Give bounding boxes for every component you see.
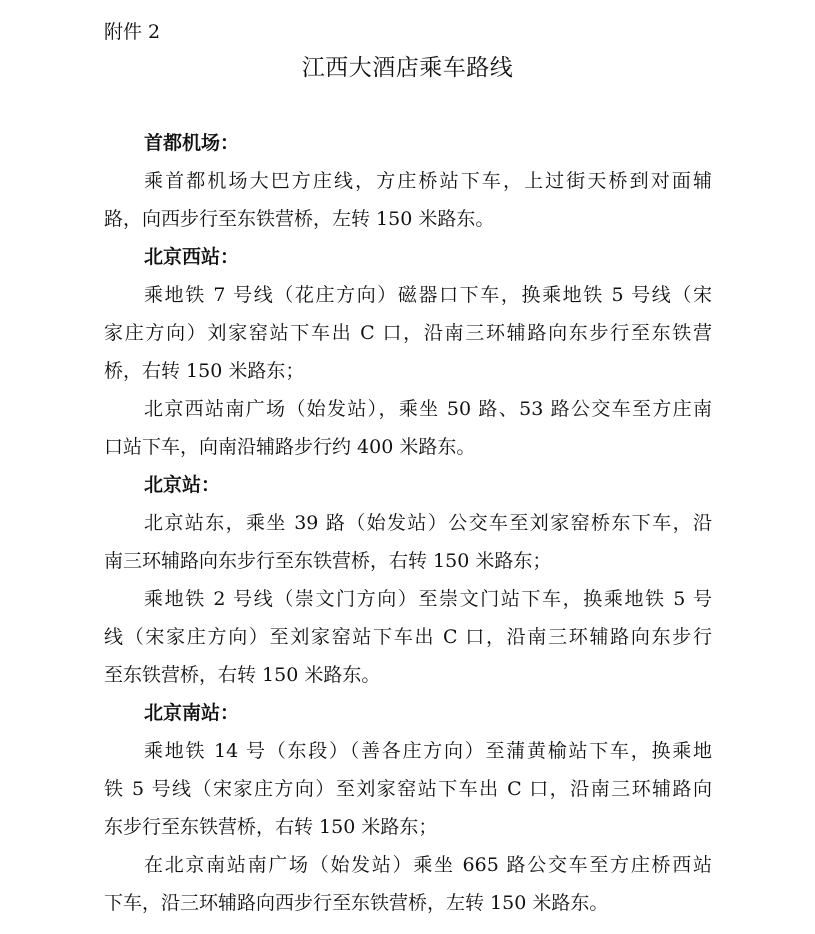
paragraph	[104, 846, 712, 922]
paragraph-line: 至东铁营桥，右转 150 米路东。	[104, 664, 381, 686]
paragraph-line: 家庄方向）刘家窑站下车出 C 口，沿南三环辅路向东步行至东铁营	[104, 322, 712, 344]
paragraph	[104, 276, 712, 390]
section-heading-beijing-west: 北京西站：	[144, 246, 240, 268]
paragraph	[104, 580, 712, 694]
paragraph-line: 桥，右转 150 米路东；	[104, 360, 305, 382]
page-title: 江西大酒店乘车路线	[301, 55, 514, 81]
paragraph-line: 乘地铁 14 号（东段）（善各庄方向）至蒲黄榆站下车，换乘地	[144, 740, 712, 762]
section-heading-beijing-station: 北京站：	[144, 474, 221, 496]
paragraph-line: 口站下车，向南沿辅路步行约 400 米路东。	[104, 436, 476, 458]
paragraph-line: 铁 5 号线（宋家庄方向）至刘家窑站下车出 C 口，沿南三环辅路向	[104, 778, 712, 800]
paragraph-line: 线（宋家庄方向）至刘家窑站下车出 C 口，沿南三环辅路向东步行	[104, 626, 712, 648]
paragraph	[104, 732, 712, 846]
document-body	[104, 124, 712, 922]
paragraph-line: 北京站东，乘坐 39 路（始发站）公交车至刘家窑桥东下车，沿	[144, 512, 712, 534]
paragraph	[104, 390, 712, 466]
paragraph-line: 东步行至东铁营桥，右转 150 米路东；	[104, 816, 438, 838]
attachment-label: 附件 2	[104, 21, 161, 43]
paragraph-line: 乘地铁 7 号线（花庄方向）磁器口下车，换乘地铁 5 号线（宋	[144, 284, 712, 306]
paragraph-line: 下车，沿三环辅路向西步行至东铁营桥，左转 150 米路东。	[104, 892, 609, 914]
paragraph-line: 乘地铁 2 号线（崇文门方向）至崇文门站下车，换乘地铁 5 号	[144, 588, 712, 610]
section-heading-beijing-south: 北京南站：	[144, 702, 240, 724]
paragraph-line: 北京西站南广场（始发站），乘坐 50 路、53 路公交车至方庄南	[144, 398, 712, 420]
paragraph-line: 南三环辅路向东步行至东铁营桥，右转 150 米路东；	[104, 550, 552, 572]
paragraph-line: 乘首都机场大巴方庄线，方庄桥站下车，上过街天桥到对面辅	[144, 170, 712, 192]
section-heading-capital-airport: 首都机场：	[144, 132, 240, 154]
paragraph	[104, 162, 712, 238]
paragraph	[104, 504, 712, 580]
paragraph-line: 路，向西步行至东铁营桥，左转 150 米路东。	[104, 208, 495, 230]
paragraph-line: 在北京南站南广场（始发站）乘坐 665 路公交车至方庄桥西站	[144, 854, 712, 876]
